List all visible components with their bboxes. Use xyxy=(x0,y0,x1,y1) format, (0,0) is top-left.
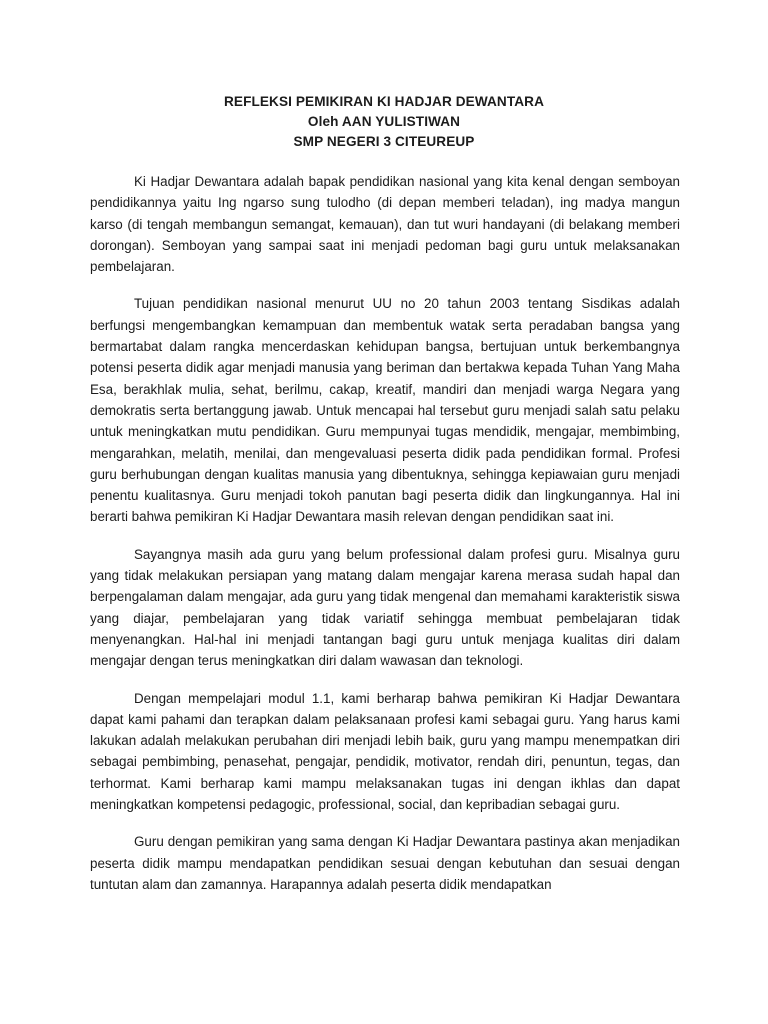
paragraph-5: Guru dengan pemikiran yang sama dengan Ki Hadjar Dewantara pastinya akan menjadikan peserta didik mampu mendapatkan pendidikan sesuai dengan kebutuhan dan sesuai dengan tuntutan alam dan zamannya. Harapannya adalah peserta didik mendapatkan xyxy=(90,834,680,892)
paragraph-3: Sayangnya masih ada guru yang belum professional dalam profesi guru. Misalnya guru yang tidak melakukan persiapan yang matang dalam mengajar karena merasa sudah hapal dan berpengalaman dalam mengajar, ada guru yang tidak mengenal dan memahami karakteristik siswa yang diajar, pembelajaran yang tidak variatif sehingga membuat pembelajaran tidak menyenangkan. Hal-hal ini menjadi tantangan bagi guru untuk menjaga kualitas diri dalam mengajar dengan terus meningkatkan diri dalam wawasan dan teknologi. xyxy=(90,546,680,669)
document-title: REFLEKSI PEMIKIRAN KI HADJAR DEWANTARA xyxy=(224,94,544,109)
author-line: Oleh AAN YULISTIWAN xyxy=(307,114,461,129)
document-body xyxy=(90,171,680,895)
document-header xyxy=(0,92,768,152)
paragraph-2: Tujuan pendidikan nasional menurut UU no 20 tahun 2003 tentang Sisdikas adalah berfungsi mengembangkan kemampuan dan membentuk watak serta peradaban bangsa yang bermartabat dalam rangka mencerdaskan kehidupan bangsa, bertujuan untuk berkembangnya potensi peserta didik agar menjadi manusia yang beriman dan bertakwa kepada Tuhan Yang Maha Esa, berakhlak mulia, sehat, berilmu, cakap, kreatif, mandiri dan menjadi warga Negara yang demokratis serta bertanggung jawab. Untuk mencapai hal tersebut guru menjadi salah satu pelaku untuk meningkatkan mutu pendidikan. Guru mempunyai tugas mendidik, mengajar, membimbing, mengarahkan, melatih, menilai, dan mengevaluasi peserta didik pada pendidikan formal. Profesi guru berhubungan dengan kualitas manusia yang dibentuknya, sehingga kepiawaian guru menjadi penentu kualitasnya. Guru menjadi tokoh panutan bagi peserta didik dan lingkungannya. Hal ini berarti bahwa pemikiran Ki Hadjar Dewantara masih relevan dengan pendidikan saat ini. xyxy=(90,296,680,525)
paragraph-1: Ki Hadjar Dewantara adalah bapak pendidikan nasional yang kita kenal dengan semboyan pendidikannya yaitu Ing ngarso sung tulodho (di depan memberi teladan), ing madya mangun karso (di tengah membangun semangat, kemauan), dan tut wuri handayani (di belakang memberi dorongan). Semboyan yang sampai saat ini menjadi pedoman bagi guru untuk melaksanakan pembelajaran. xyxy=(90,174,680,275)
paragraph-4: Dengan mempelajari modul 1.1, kami berharap bahwa pemikiran Ki Hadjar Dewantara dapat kami pahami dan terapkan dalam pelaksanaan profesi kami sebagai guru. Yang harus kami lakukan adalah melakukan perubahan diri menjadi lebih baik, guru yang mampu menempatkan diri sebagai pembimbing, penasehat, pengajar, pendidik, motivator, rendah diri, penuntun, tegas, dan terhormat. Kami berharap kami mampu melaksanakan tugas ini dengan ikhlas dan dapat meningkatkan kompetensi pedagogic, professional, social, dan kepribadian sebagai guru. xyxy=(90,690,680,813)
school-name: SMP NEGERI 3 CITEUREUP xyxy=(293,134,475,149)
